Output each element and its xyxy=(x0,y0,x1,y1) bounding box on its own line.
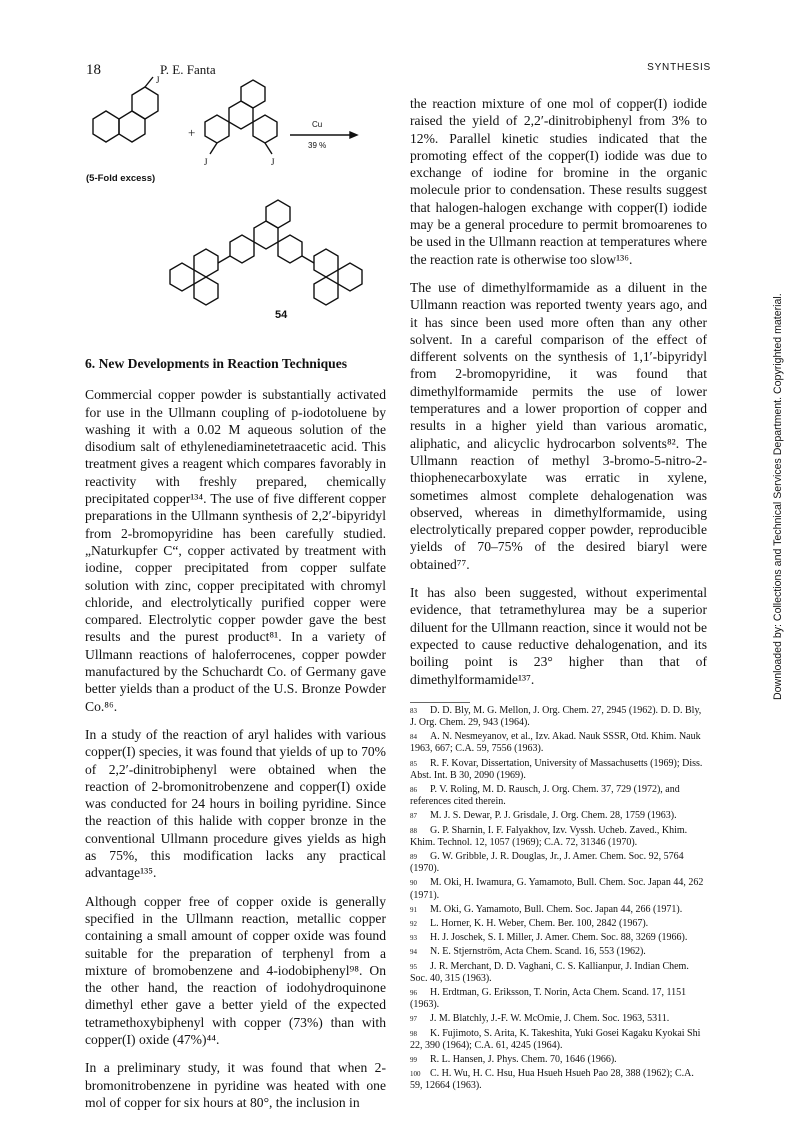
reference-number: 87 xyxy=(410,812,417,821)
reference-item xyxy=(410,961,707,985)
reference-text: J. R. Merchant, D. D. Vaghani, C. S. Kallianpur, J. Indian Chem. Soc. 40, 315 (1963). xyxy=(410,960,689,984)
reference-text: D. D. Bly, M. G. Mellon, J. Org. Chem. 27, 2945 (1962). D. D. Bly, J. Org. Chem. 29, 943 (1964). xyxy=(410,704,702,728)
excess-label: (5-Fold excess) xyxy=(86,173,156,184)
left-column xyxy=(85,355,386,1111)
reference-number: 91 xyxy=(410,905,417,914)
reference-item xyxy=(410,1028,707,1052)
paragraph: It has also been suggested, without experimental evidence, that tetramethylurea may be a superior diluent for the Ullmann reaction, since it would not be expected to cause reductive dehalogenation, and its boiling point is 23° higher than that of dimethylformamide¹³⁷. xyxy=(410,585,707,687)
reference-item xyxy=(410,877,707,901)
reference-text: M. Oki, H. Iwamura, G. Yamamoto, Bull. Chem. Soc. Japan 44, 262 (1971). xyxy=(410,877,704,901)
phenanthrene-left xyxy=(93,77,158,142)
reference-text: A. N. Nesmeyanov, et al., Izv. Akad. Nauk SSSR, Otd. Khim. Nauk 1963, 667; C.A. 59, 7556 (1963). xyxy=(410,731,701,755)
reference-number: 85 xyxy=(410,759,417,768)
reference-item xyxy=(410,731,707,755)
reference-number: 94 xyxy=(410,948,417,957)
reference-number: 96 xyxy=(410,989,417,998)
reference-item xyxy=(410,904,707,916)
reference-number: 84 xyxy=(410,733,417,742)
reference-text: R. F. Kovar, Dissertation, University of Massachusetts (1969); Diss. Abst. Int. B 30, 2090 (1969). xyxy=(410,757,703,781)
reference-item xyxy=(410,705,707,729)
paragraph: The use of dimethylformamide as a diluent in the Ullmann reaction was reported twenty years ago, and it has since been used more often than any other solvent. In a careful comparison of the effect of different solvents on the synthesis of 1,1′-bipyridyl from 2-bromopyridine, it was found that dimethylformamide permits the use of lower temperatures and a lower proportion of copper and results in a higher yield than various aromatic, aliphatic, and alicyclic hydrocarbon solvents⁸². The Ullmann reaction of methyl 3-bromo-5-nitro-2-thiophenecarboxylate was erratic in xylene, sometimes almost complete dehalogenation was observed, whereas in dimethylformamide, using electrolytically prepared copper powder, reproducible yields of 70–75% of the desired biaryl were obtained⁷⁷. xyxy=(410,279,707,572)
product-structure xyxy=(170,200,362,305)
reference-text: G. W. Gribble, J. R. Douglas, Jr., J. Amer. Chem. Soc. 92, 5764 (1970). xyxy=(410,851,684,875)
iodo-label: J xyxy=(156,75,160,85)
reference-number: 90 xyxy=(410,879,417,888)
reference-number: 100 xyxy=(410,1070,421,1079)
reference-item xyxy=(410,1068,707,1092)
reference-item xyxy=(410,784,707,808)
paragraph: In a study of the reaction of aryl halides with various copper(I) species, it was found that yields of up to 70% of 2,2′-dinitrobiphenyl were obtained when the reaction of 2-bromonitrobenzene and copper(I) oxide was conducted for 24 hours in boiling pyridine. Since the reaction of this halide with copper bronze in the conventional Ullmann procedure gives yields as high as 75%, this modification lacks any practical advantage¹³⁵. xyxy=(85,726,386,881)
reference-number: 86 xyxy=(410,786,417,795)
iodo-label-2: J xyxy=(204,157,208,167)
page-number: 18 xyxy=(86,62,101,78)
reference-number: 99 xyxy=(410,1056,417,1065)
reference-text: H. Erdtman, G. Eriksson, T. Norin, Acta Chem. Scand. 17, 1151 (1963). xyxy=(410,987,687,1011)
reference-number: 92 xyxy=(410,920,417,929)
journal-name: SYNTHESIS xyxy=(647,62,711,73)
reference-number: 89 xyxy=(410,853,417,862)
reference-text: P. V. Roling, M. D. Rausch, J. Org. Chem. 37, 729 (1972), and references cited therein. xyxy=(410,784,680,808)
reference-number: 88 xyxy=(410,826,417,835)
references-divider xyxy=(410,702,470,703)
reference-text: N. E. Stjernström, Acta Chem. Scand. 16, 553 (1962). xyxy=(430,946,646,958)
reference-item xyxy=(410,1013,707,1025)
reference-text: M. J. S. Dewar, P. J. Grisdale, J. Org. Chem. 28, 1759 (1963). xyxy=(430,810,677,822)
plus-sign: + xyxy=(188,125,196,140)
reference-number: 93 xyxy=(410,934,417,943)
reference-list xyxy=(410,705,707,1093)
reference-text: G. P. Sharnin, I. F. Falyakhov, Izv. Vyssh. Ucheb. Zaved., Khim. Khim. Technol. 12, 1057 (1969); C.A. 72, 31346 (1970). xyxy=(410,824,688,848)
reference-text: K. Fujimoto, S. Arita, K. Takeshita, Yuki Gosei Kagaku Kyokai Shi 22, 390 (1964); C.A. 61, 4245 (1964). xyxy=(410,1027,701,1051)
reference-item xyxy=(410,987,707,1011)
reagent-label: Cu xyxy=(312,120,323,129)
paragraph: Commercial copper powder is substantially activated for use in the Ullmann coupling of p-iodotoluene by washing it with a 0.02 M aqueous solution of the disodium salt of ethylenediaminetetraacetic acid. This treatment gives a reagent which compares favorably in reactivity with freshly prepared, chemically precipitated copper¹³⁴. The use of five different copper preparations in the Ullmann synthesis of 2,2′-bipyridyl from 2-bromopyridine has been carefully studied. „Naturkupfer C“, copper activated by treatment with iodine, copper precipitated from copper sulfate solution with zinc, copper precipitated with chromyl chloride, and electrolytically purified copper were compared. Electrolytic copper powder gave the best results and the purest product⁸¹. In a variety of Ullmann reactions of haloferrocenes, copper powder manufactured by the Schuchardt Co. of Germany gave better yields than a product of the U.S. Bronze Powder Co.⁸⁶. xyxy=(85,387,386,714)
diiodo-chrysene xyxy=(205,80,277,154)
reference-text: J. M. Blatchly, J.-F. W. McOmie, J. Chem. Soc. 1963, 5311. xyxy=(430,1013,670,1025)
paragraph: the reaction mixture of one mol of copper(I) iodide raised the yield of 2,2′-dinitrobiphenyl from 3% to 12%. Parallel kinetic studies indicated that the promoting effect of the copper(I) iodide was due to exchange of iodine for bromine in the organic molecule prior to condensation. These results suggest that halogen-halogen exchange with copper(I) iodide may be a general procedure to permit bromoarenes to be used in the Ullmann reaction at temperatures where the reaction rate is otherwise too slow¹³⁶. xyxy=(410,96,707,267)
reference-item xyxy=(410,825,707,849)
yield-label: 39 % xyxy=(308,141,327,150)
reference-item xyxy=(410,1054,707,1066)
paragraph: Although copper free of copper oxide is generally specified in the Ullmann reaction, metallic copper containing a small amount of copper oxide was found suitable for the preparation of terphenyl from a mixture of bromobenzene and 4-iodobiphenyl⁹⁸. On the other hand, the reaction of iodohydroquinone dimethyl ether gave a better yield of the expected tetramethoxybiphenyl with copper (73%) than with copper(I) oxide (47%)⁴⁴. xyxy=(85,893,386,1047)
paragraph: In a preliminary study, it was found that when 2-bromonitrobenzene in pyridine was heated with one mol of copper for six hours at 80°, the inclusion in xyxy=(85,1060,386,1110)
reference-item xyxy=(410,851,707,875)
reference-item xyxy=(410,810,707,822)
reference-number: 98 xyxy=(410,1029,417,1038)
reaction-scheme xyxy=(80,75,390,330)
reference-item xyxy=(410,932,707,944)
reference-text: H. J. Joschek, S. I. Miller, J. Amer. Chem. Soc. 88, 3269 (1966). xyxy=(430,932,688,944)
reference-item xyxy=(410,918,707,930)
right-column xyxy=(410,95,707,1093)
compound-number: 54 xyxy=(275,309,288,321)
iodo-label-3: J xyxy=(271,157,275,167)
reference-number: 97 xyxy=(410,1015,417,1024)
section-title: 6. New Developments in Reaction Techniques xyxy=(85,356,348,371)
reference-text: L. Horner, K. H. Weber, Chem. Ber. 100, 2842 (1967). xyxy=(430,918,649,930)
reference-text: C. H. Wu, H. C. Hsu, Hua Hsueh Hsueh Pao 28, 388 (1962); C.A. 59, 12664 (1963). xyxy=(410,1068,694,1092)
running-author: P. E. Fanta xyxy=(160,62,216,77)
reference-item xyxy=(410,758,707,782)
reference-number: 95 xyxy=(410,962,417,971)
reference-item xyxy=(410,946,707,958)
reference-text: R. L. Hansen, J. Phys. Chem. 70, 1646 (1966). xyxy=(430,1054,617,1066)
reference-number: 83 xyxy=(410,706,417,715)
download-notice: Downloaded by: Collections and Technical Services Department. Copyrighted material. xyxy=(772,293,784,700)
reference-text: M. Oki, G. Yamamoto, Bull. Chem. Soc. Japan 44, 266 (1971). xyxy=(430,903,683,915)
